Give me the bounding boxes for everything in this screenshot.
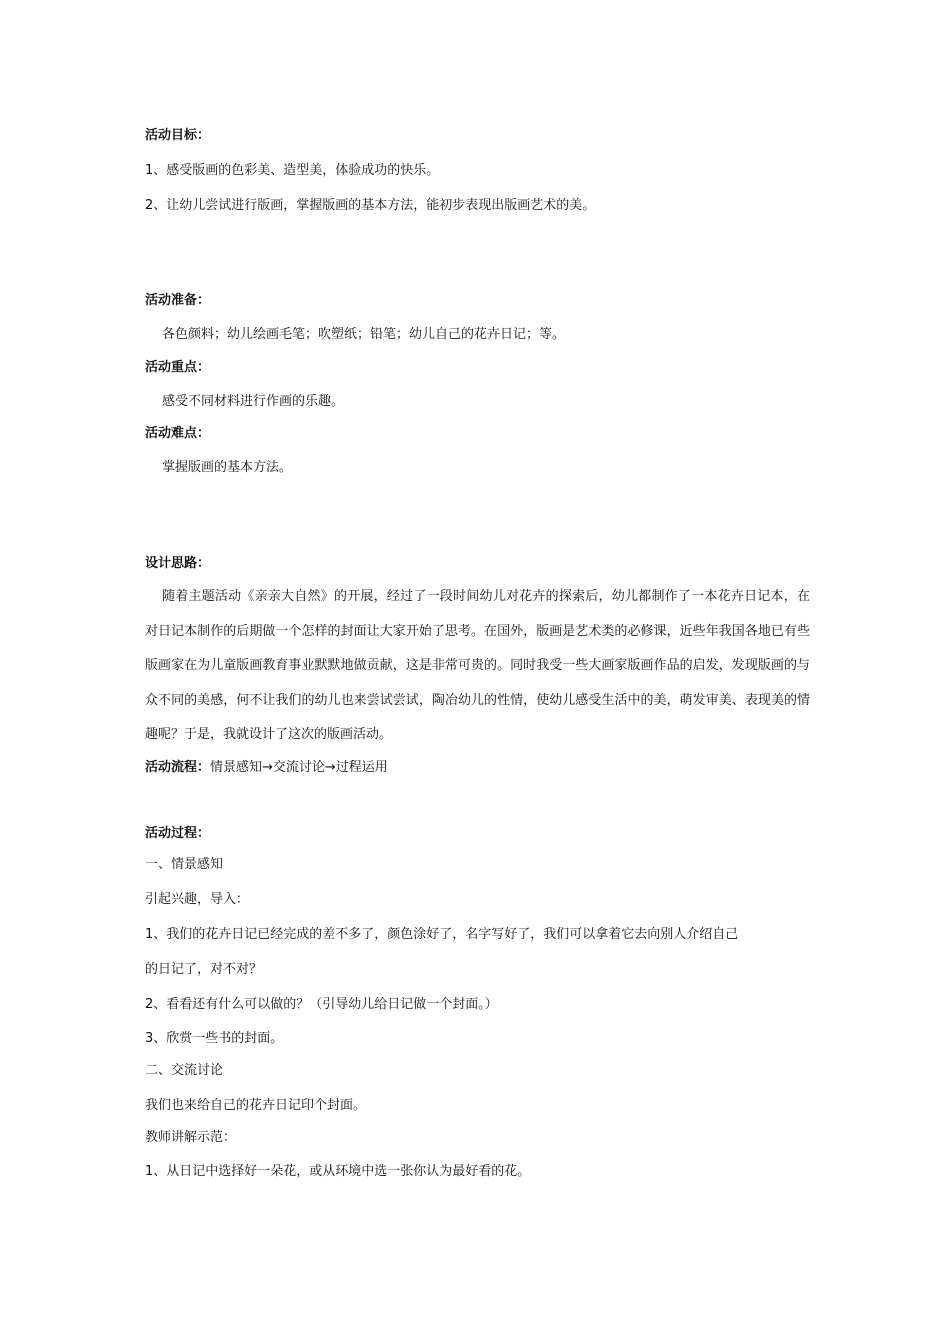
step-1-item-2: 2、看看还有什么可以做的？（引导幼儿给日记做一个封面。） [145,997,498,1012]
design-paragraph: 随着主题活动《亲亲大自然》的开展，经过了一段时间幼儿对花卉的探索后，幼儿都制作了一本花卉日记本，在对日记本制作的后期做一个怎样的封面让大家开始了思考。在国外，版画是艺术类的必修课，近些年我国各地已有些版画家在为儿童版画教育事业默默地做贡献，这是非常可贵的。同时我受一些大画家版画作品的启发，发现版画的与众不同的美感，何不让我们的幼儿也来尝试尝试，陶冶幼儿的性情，使幼儿感受生活中的美，萌发审美、表现美的情趣呢？于是，我就设计了这次的版画活动。 [145,589,810,742]
step-2-text: 我们也来给自己的花卉日记印个封面。 [145,1098,367,1113]
goal-item-2: 2、让幼儿尝试进行版画，掌握版画的基本方法，能初步表现出版画艺术的美。 [145,198,596,213]
prep-heading: 活动准备： [145,293,211,308]
flow-line [145,759,388,777]
prep-text: 各色颜料；幼儿绘画毛笔；吹塑纸；铅笔；幼儿自己的花卉日记；等。 [162,327,566,342]
step-2-title: 二、交流讨论 [145,1063,224,1078]
key-point-text: 感受不同材料进行作画的乐趣。 [162,394,345,409]
difficulty-text: 掌握版画的基本方法。 [162,460,293,475]
step-1-item-1-line-2: 的日记了，对不对？ [145,962,263,977]
difficulty-heading: 活动难点： [145,426,211,441]
design-heading: 设计思路： [145,556,211,571]
step-1-item-3: 3、欣赏一些书的封面。 [145,1031,284,1046]
demo-item-1: 1、从日记中选择好一朵花，或从环境中选一张你认为最好看的花。 [145,1164,531,1179]
goal-item-1: 1、感受版画的色彩美、造型美，体验成功的快乐。 [145,163,440,178]
step-1-title: 一、情景感知 [145,857,224,872]
step-1-item-1-line-1: 1、我们的花卉日记已经完成的差不多了，颜色涂好了，名字写好了，我们可以拿着它去向别人介绍自己 [145,927,739,942]
goal-heading: 活动目标： [145,128,211,143]
flow-text: 情景感知→交流讨论→过程运用 [210,760,388,775]
flow-heading: 活动流程： [145,760,211,775]
key-point-heading: 活动重点： [145,360,211,375]
step-1-intro: 引起兴趣，导入： [145,892,250,907]
teacher-demo-heading: 教师讲解示范： [145,1130,237,1145]
process-heading: 活动过程： [145,826,211,841]
